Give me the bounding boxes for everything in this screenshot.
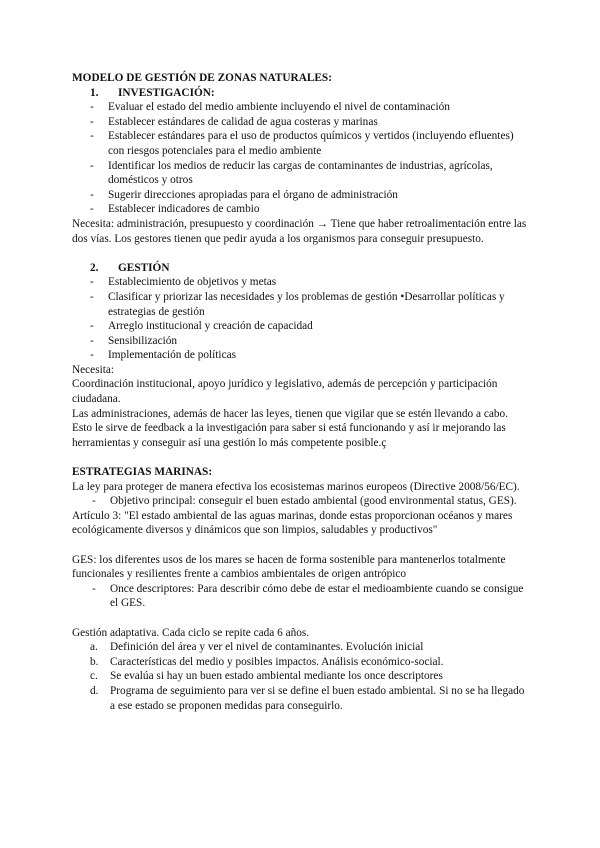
section-number: 2. [90,261,99,274]
list-item-text: Establecer indicadores de cambio [108,203,260,216]
list-item [72,100,530,115]
list-item [72,669,530,684]
list-letter: a. [90,641,98,654]
estrategias-objective-list [72,494,530,509]
list-item [72,582,530,611]
dash-bullet: - [90,349,94,362]
gestion-needs-label: Necesita: [72,363,115,376]
estrategias-article: Artículo 3: "El estado ambiental de las aguas marinas, donde estas proporcionan océanos y mares ecológicamente diversos y dinámicos que son limpios, saludables y productivos" [72,509,513,537]
investigacion-list [72,100,530,217]
dash-bullet: - [90,290,94,303]
section-heading-investigacion [72,86,530,101]
estrategias-ges: GES: los diferentes usos de los mares se hacen de forma sostenible para mantenerlos totalmente funcionales y resilientes frente a cambios ambientales de origen antrópico [72,553,506,581]
list-item [72,188,530,203]
spacer [72,246,530,261]
gestion-needs-text: Coordinación institucional, apoyo jurídico y legislativo, además de percepción y participación ciudadana. [72,378,498,406]
list-item [72,334,530,349]
estrategias-adaptive: Gestión adaptativa. Cada ciclo se repite cada 6 años. [72,626,310,639]
investigacion-note: Necesita: administración, presupuesto y coordinación → Tiene que haber retroalimentación entre las dos vías. Los gestores tienen que pedir ayuda a los organismos para conseguir presupuesto. [72,217,527,245]
adaptive-steps-list [72,640,530,713]
list-item-text: Sensibilización [108,334,178,347]
list-item-text: Implementación de políticas [108,349,236,362]
list-item-text: Sugerir direcciones apropiadas para el órgano de administración [108,188,398,201]
list-item [72,655,530,670]
spacer [72,450,530,465]
list-item-text: Identificar los medios de reducir las cargas de contaminantes de industrias, agrícolas, domésticos y otros [108,159,493,187]
list-item [72,348,530,363]
list-item [72,494,530,509]
page-title: MODELO DE GESTIÓN DE ZONAS NATURALES: [72,72,332,84]
spacer [72,538,530,553]
list-letter: b. [90,655,99,668]
list-item-text: Clasificar y priorizar las necesidades y los problemas de gestión •Desarrollar políticas y estrategias de gestión [108,290,505,318]
list-item-text: Programa de seguimiento para ver si se define el buen estado ambiental. Si no se ha llegado a ese estado se proponen medidas para conseguirlo. [110,684,525,712]
list-item-text: Establecimiento de objetivos y metas [108,276,277,289]
list-item [72,319,530,334]
dash-bullet: - [90,101,94,114]
estrategias-intro: La ley para proteger de manera efectiva los ecosistemas marinos europeos (Directive 2008/56/EC). [72,480,520,493]
list-item [72,115,530,130]
dash-bullet: - [90,188,94,201]
dash-bullet: - [90,203,94,216]
list-item [72,290,530,319]
dash-bullet: - [90,334,94,347]
section-number: 1. [90,86,99,99]
list-item-text: Definición del área y ver el nivel de contaminantes. Evolución inicial [110,641,424,654]
estrategias-descriptors-list [72,582,530,611]
list-item [72,275,530,290]
gestion-list [72,275,530,363]
dash-bullet: - [90,320,94,333]
section-heading-text: INVESTIGACIÓN: [118,86,215,99]
list-item-text: Objetivo principal: conseguir el buen estado ambiental (good environmental status, GES). [110,495,517,508]
section-heading-gestion [72,261,530,276]
section-heading-text: GESTIÓN [118,261,170,274]
list-item-text: Características del medio y posibles impactos. Análisis económico-social. [110,655,444,668]
list-item-text: Once descriptores: Para describir cómo debe de estar el medioambiente cuando se consigue el GES. [110,582,524,610]
list-item [72,640,530,655]
list-item-text: Se evalúa si hay un buen estado ambiental mediante los once descriptores [110,670,443,683]
dash-bullet: - [92,582,96,595]
list-letter: d. [90,684,99,697]
spacer [72,611,530,626]
section-heading-estrategias: ESTRATEGIAS MARINAS: [72,466,213,479]
dash-bullet: - [92,495,96,508]
gestion-admin-text: Las administraciones, además de hacer las leyes, tienen que vigilar que se estén llevando a cabo. Esto le sirve de feedback a la investigación para saber si está funcionando y así ir mejorando las herramientas y conseguir así una gestión lo más competente posible.ç [72,407,509,449]
list-item-text: Arreglo institucional y creación de capacidad [108,320,313,333]
dash-bullet: - [90,130,94,143]
list-item [72,159,530,188]
list-item [72,684,530,713]
document-content [72,71,530,713]
list-item-text: Establecer estándares de calidad de agua costeras y marinas [108,115,378,128]
dash-bullet: - [90,115,94,128]
dash-bullet: - [90,276,94,289]
list-item [72,202,530,217]
list-item-text: Evaluar el estado del medio ambiente incluyendo el nivel de contaminación [108,101,450,114]
list-letter: c. [90,670,98,683]
list-item-text: Establecer estándares para el uso de productos químicos y vertidos (incluyendo efluentes) con riesgos potenciales para el medio ambiente [108,130,514,157]
dash-bullet: - [90,159,94,172]
list-item [72,129,530,158]
